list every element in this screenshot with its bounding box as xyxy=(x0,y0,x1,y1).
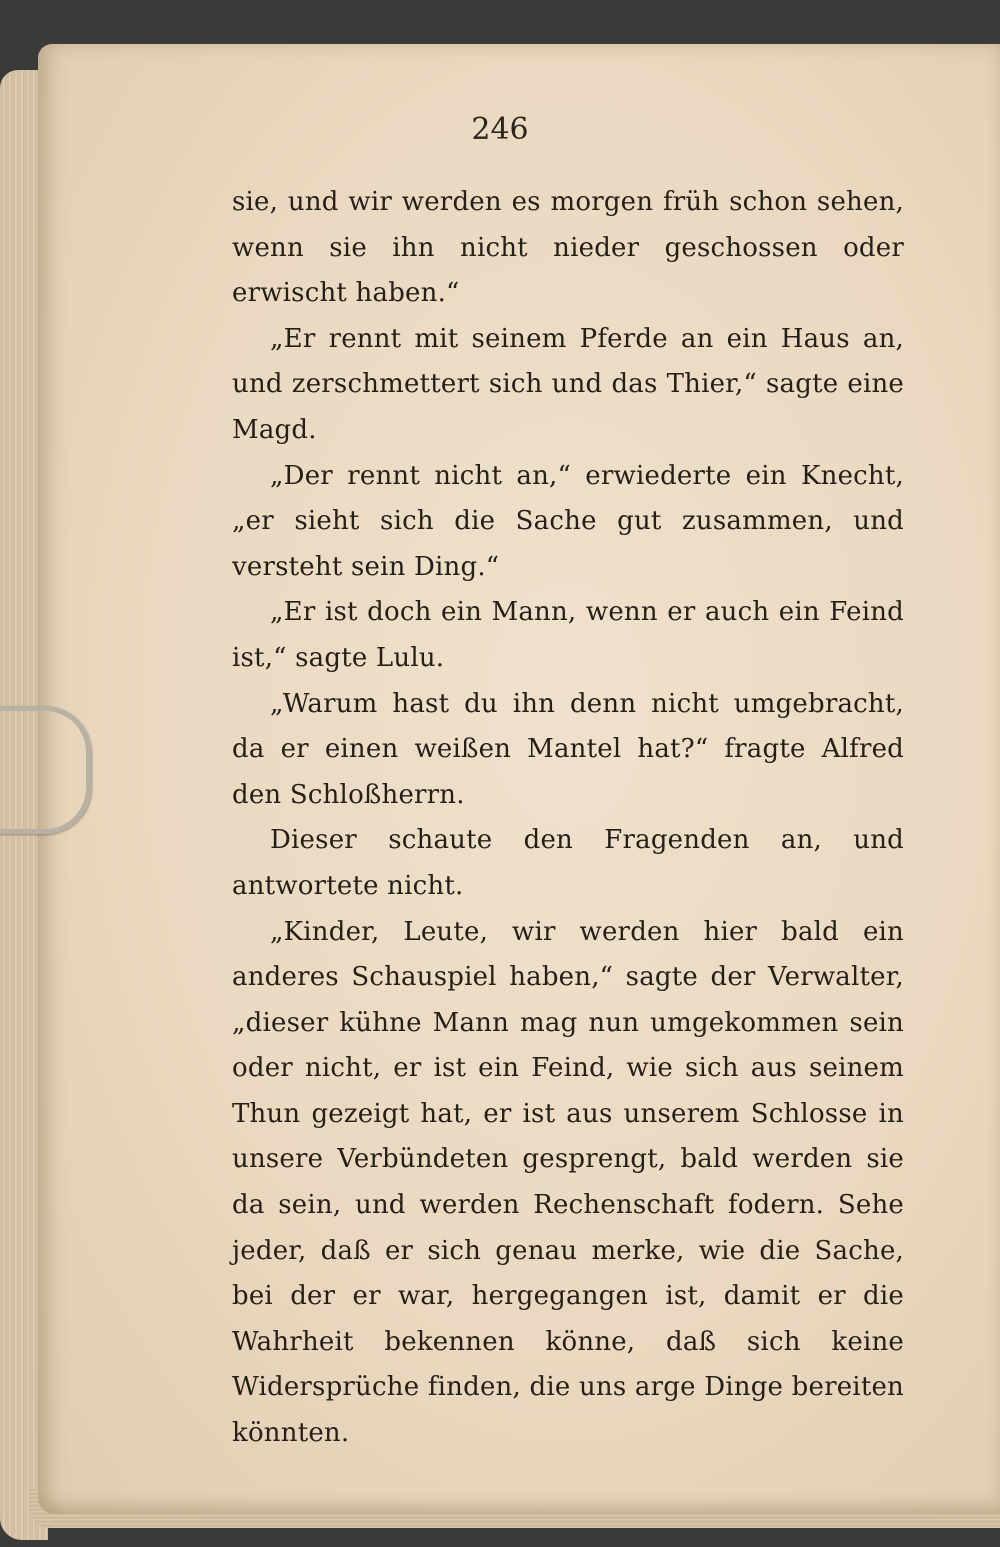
paragraph: Dieser schaute den Fragenden an, und antwortete nicht. xyxy=(232,825,904,901)
paragraph: „Er rennt mit seinem Pferde an ein Haus an, und zerschmettert sich und das Thier,“ sagte eine Magd. xyxy=(232,323,904,445)
page-number: 246 xyxy=(471,112,529,147)
paragraph: sie, und wir werden es morgen früh schon sehen, wenn sie ihn nicht nieder geschossen oder erwischt haben.“ xyxy=(232,187,904,309)
paragraph: „Kinder, Leute, wir werden hier bald ein anderes Schauspiel haben,“ sagte der Verwalter, „dieser kühne Mann mag nun umgekommen sein oder nicht, er ist ein Feind, wie sich aus seinem Thun gezeigt hat, er ist aus unserem Schlosse in unsere Verbündeten gesprengt, bald werden sie da sein, und werden Rechenschaft fodern. Sehe jeder, daß er sich genau merke, wie die Sache, bei der er war, hergegangen ist, damit er die Wahrheit bekennen könne, daß sich keine Widersprüche finden, die uns arge Dinge bereiten könnten. xyxy=(232,916,904,1449)
paragraph: „Er ist doch ein Mann, wenn er auch ein Feind ist,“ sagte Lulu. xyxy=(232,597,904,673)
body-text xyxy=(232,180,904,1457)
paragraph: „Warum hast du ihn denn nicht umgebracht, da er einen weißen Mantel hat?“ fragte Alfred den Schloßherrn. xyxy=(232,688,904,810)
paragraph: „Der rennt nicht an,“ erwiederte ein Knecht, „er sieht sich die Sache gut zusammen, und versteht sein Ding.“ xyxy=(232,460,904,582)
page-clip xyxy=(0,706,91,834)
